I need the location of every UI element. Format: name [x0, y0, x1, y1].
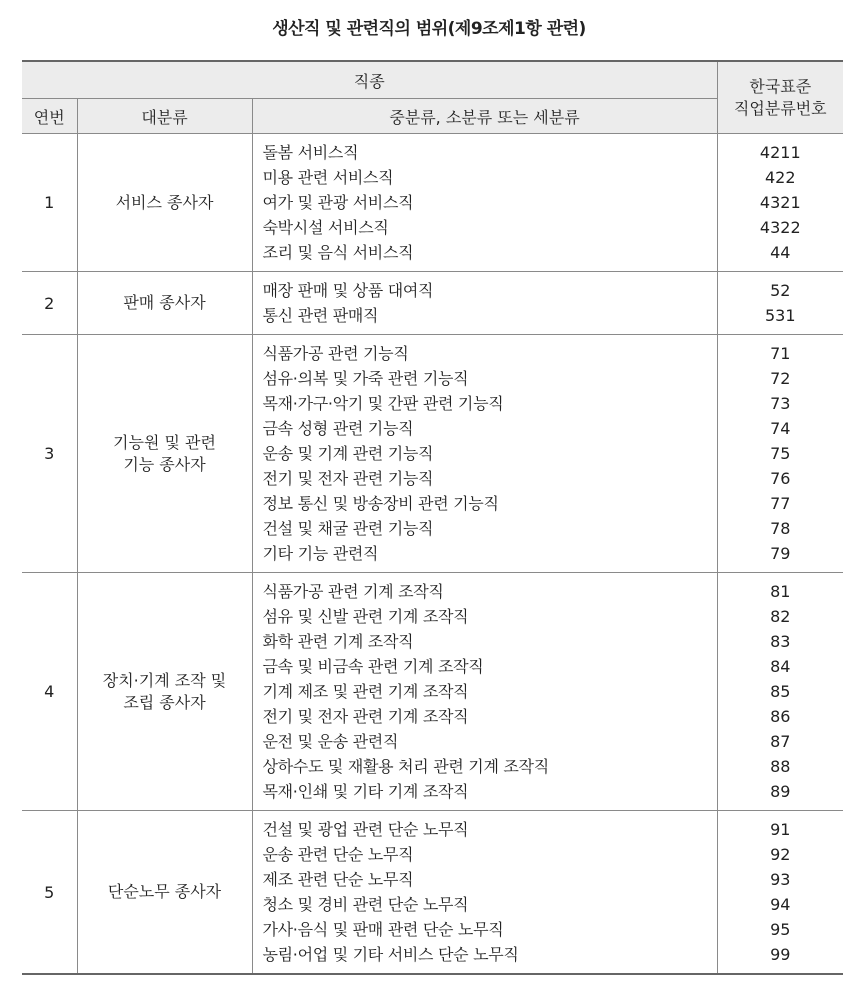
sub-header: 중분류, 소분류 또는 세분류 [252, 99, 717, 134]
job-name: 금속 성형 관련 기능직 [262, 419, 414, 438]
job-code: 72 [770, 369, 791, 388]
job-code: 44 [770, 243, 791, 262]
kscode-header-line2: 직업분류번호 [733, 98, 827, 118]
job-code: 83 [770, 632, 791, 651]
job-type-header: 직종 [22, 61, 717, 99]
job-name: 섬유 및 신발 관련 기계 조작직 [262, 607, 469, 626]
serial-cell: 1 [22, 134, 77, 272]
job-name: 미용 관련 서비스직 [262, 168, 394, 187]
job-name: 여가 및 관광 서비스직 [262, 193, 414, 212]
job-code: 87 [770, 732, 791, 751]
kscode-header [717, 61, 843, 134]
job-code: 82 [770, 607, 791, 626]
job-name: 기계 제조 및 관련 기계 조작직 [262, 682, 469, 701]
job-code: 52 [770, 281, 791, 300]
table-body [22, 134, 843, 975]
major-label: 기능원 및 관련 [113, 432, 216, 452]
major-cell [77, 573, 252, 811]
code-cell [717, 134, 843, 272]
job-name: 목재·인쇄 및 기타 기계 조작직 [262, 782, 469, 801]
job-name: 건설 및 광업 관련 단순 노무직 [262, 820, 469, 839]
code-cell [717, 573, 843, 811]
major-label: 판매 종사자 [123, 293, 206, 312]
group-row [22, 573, 843, 811]
major-label: 서비스 종사자 [115, 192, 214, 212]
job-code: 81 [770, 582, 791, 601]
job-code: 91 [770, 820, 791, 839]
sub-cell [252, 272, 717, 335]
sub-cell [252, 573, 717, 811]
kscode-header-line1: 한국표준 [749, 76, 812, 96]
job-code: 4322 [759, 218, 801, 237]
job-code: 74 [770, 419, 791, 438]
sub-cell [252, 335, 717, 573]
job-code: 85 [770, 682, 791, 701]
serial-cell: 4 [22, 573, 77, 811]
sub-cell [252, 134, 717, 272]
serial-cell: 3 [22, 335, 77, 573]
job-name: 운전 및 운송 관련직 [262, 732, 399, 751]
job-name: 농림·어업 및 기타 서비스 단순 노무직 [262, 945, 519, 964]
code-cell [717, 272, 843, 335]
job-name: 식품가공 관련 기계 조작직 [262, 582, 444, 601]
major-cell [77, 335, 252, 573]
job-code: 84 [770, 657, 791, 676]
job-name: 가사·음식 및 판매 관련 단순 노무직 [262, 920, 504, 939]
job-name: 식품가공 관련 기능직 [262, 344, 409, 363]
group-row [22, 811, 843, 975]
job-code: 95 [770, 920, 791, 939]
major-cell [77, 272, 252, 335]
job-name: 매장 판매 및 상품 대여직 [262, 281, 434, 300]
job-name: 제조 관련 단순 노무직 [262, 870, 414, 889]
job-code: 79 [770, 544, 791, 563]
job-code: 76 [770, 469, 791, 488]
serial-cell: 2 [22, 272, 77, 335]
job-code: 92 [770, 845, 791, 864]
job-name: 기타 기능 관련직 [262, 544, 379, 563]
job-code: 88 [770, 757, 791, 776]
job-code: 89 [770, 782, 791, 801]
major-label: 기능 종사자 [123, 454, 206, 474]
job-range-table [22, 60, 843, 975]
job-name: 통신 관련 판매직 [262, 306, 379, 325]
job-code: 94 [770, 895, 791, 914]
major-label: 단순노무 종사자 [107, 882, 222, 901]
group-row [22, 335, 843, 573]
major-cell [77, 134, 252, 272]
group-row [22, 272, 843, 335]
job-code: 422 [764, 168, 796, 187]
major-label: 조립 종사자 [123, 692, 206, 712]
job-name: 상하수도 및 재활용 처리 관련 기계 조작직 [262, 757, 549, 776]
job-code: 93 [770, 870, 791, 889]
job-name: 전기 및 전자 관련 기계 조작직 [262, 707, 469, 726]
job-name: 목재·가구·악기 및 간판 관련 기능직 [262, 394, 504, 413]
job-name: 섬유·의복 및 가죽 관련 기능직 [262, 369, 469, 388]
major-header: 대분류 [77, 99, 252, 134]
job-code: 531 [764, 306, 796, 325]
job-code: 77 [770, 494, 791, 513]
job-name: 청소 및 경비 관련 단순 노무직 [262, 895, 469, 914]
group-row [22, 134, 843, 272]
serial-cell: 5 [22, 811, 77, 975]
sub-cell [252, 811, 717, 975]
job-code: 4321 [759, 193, 801, 212]
job-name: 운송 관련 단순 노무직 [262, 845, 414, 864]
job-code: 75 [770, 444, 791, 463]
job-code: 99 [770, 945, 791, 964]
job-code: 73 [770, 394, 791, 413]
job-code: 78 [770, 519, 791, 538]
job-name: 정보 통신 및 방송장비 관련 기능직 [262, 494, 499, 513]
serial-header: 연번 [22, 99, 77, 134]
job-code: 86 [770, 707, 791, 726]
job-name: 조리 및 음식 서비스직 [262, 243, 414, 262]
job-name: 돌봄 서비스직 [262, 143, 359, 162]
job-code: 71 [770, 344, 791, 363]
job-name: 운송 및 기계 관련 기능직 [262, 444, 434, 463]
job-name: 전기 및 전자 관련 기능직 [262, 469, 434, 488]
major-label: 장치·기계 조작 및 [102, 670, 227, 690]
job-name: 금속 및 비금속 관련 기계 조작직 [262, 657, 484, 676]
page-title: 생산직 및 관련직의 범위(제9조제1항 관련) [272, 19, 586, 39]
job-name: 건설 및 채굴 관련 기능직 [262, 519, 434, 538]
code-cell [717, 811, 843, 975]
job-name: 화학 관련 기계 조작직 [262, 632, 414, 651]
code-cell [717, 335, 843, 573]
major-cell [77, 811, 252, 975]
job-code: 4211 [759, 143, 801, 162]
job-name: 숙박시설 서비스직 [262, 218, 389, 237]
